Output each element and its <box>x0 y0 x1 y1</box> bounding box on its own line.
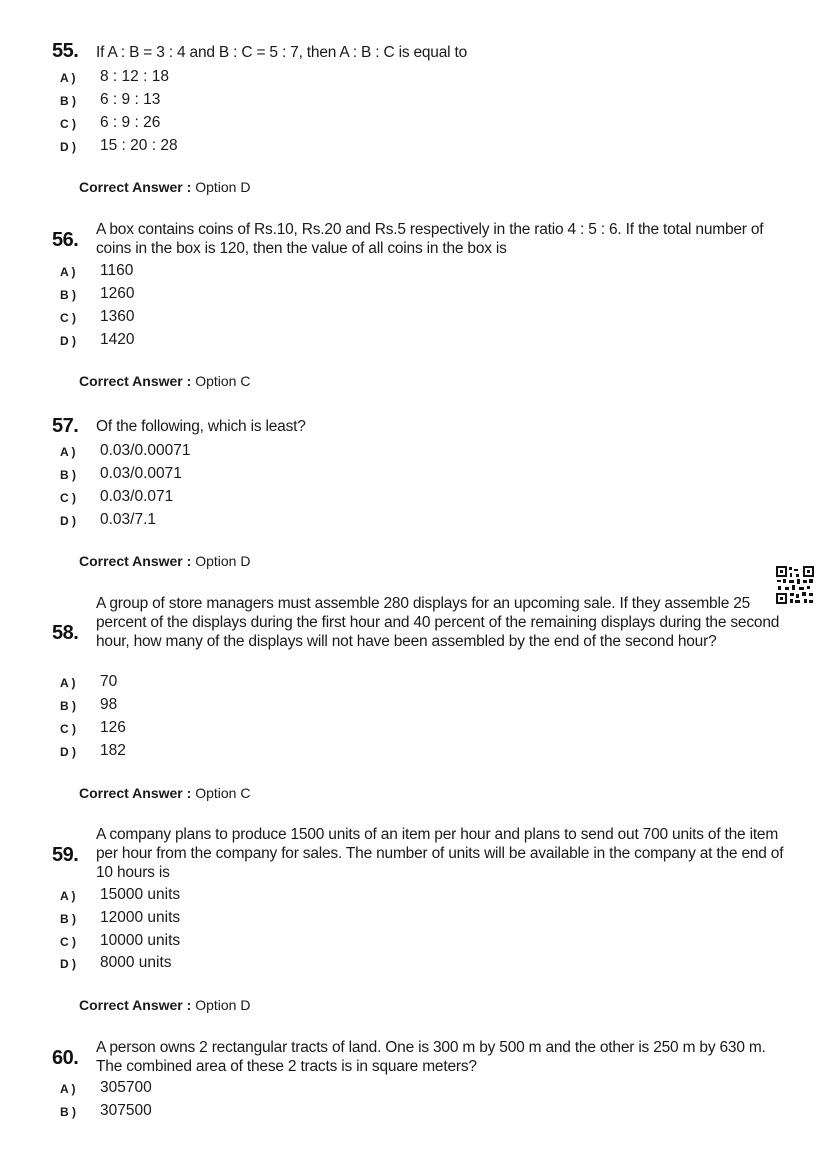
option-text: 15000 units <box>100 886 181 903</box>
option-label: D ) <box>60 514 76 528</box>
question-text: Of the following, which is least? <box>96 418 306 435</box>
option-text: 1420 <box>100 331 135 348</box>
correct-answer <box>79 997 250 1013</box>
option-text: 6 : 9 : 13 <box>100 91 161 108</box>
option-label: C ) <box>60 935 76 949</box>
option-text: 0.03/7.1 <box>100 511 157 528</box>
option-a[interactable] <box>0 886 400 906</box>
option-text: 10000 units <box>100 932 181 949</box>
option-label: B ) <box>60 94 76 108</box>
question-text: A company plans to produce 1500 units of an item per hour and plans to send out 700 units of the item per hour from the company for sales. The number of units will be available in the company at the end of 10 hours is <box>96 826 784 881</box>
option-label: B ) <box>60 468 76 482</box>
option-text: 15 : 20 : 28 <box>100 137 178 154</box>
question-number: 57. <box>52 415 79 437</box>
option-text: 12000 units <box>100 909 181 926</box>
option-text: 0.03/0.00071 <box>100 442 191 459</box>
option-text: 1260 <box>100 285 135 302</box>
option-label: C ) <box>60 722 76 736</box>
question-number: 56. <box>52 229 79 251</box>
option-label: C ) <box>60 491 76 505</box>
option-a[interactable] <box>0 262 400 282</box>
option-c[interactable] <box>0 114 400 134</box>
answer-label: Correct Answer : <box>79 553 192 569</box>
answer-label: Correct Answer : <box>79 179 192 195</box>
option-b[interactable] <box>0 465 400 485</box>
question-number: 55. <box>52 40 79 62</box>
option-label: A ) <box>60 676 76 690</box>
option-b[interactable] <box>0 909 400 929</box>
option-label: D ) <box>60 140 76 154</box>
option-label: D ) <box>60 745 76 759</box>
correct-answer <box>79 553 250 569</box>
option-text: 182 <box>100 742 126 759</box>
option-text: 8000 units <box>100 954 172 971</box>
option-c[interactable] <box>0 308 400 328</box>
option-text: 98 <box>100 696 118 713</box>
option-c[interactable] <box>0 932 400 952</box>
option-label: A ) <box>60 265 76 279</box>
question-number: 58. <box>52 622 79 644</box>
option-label: A ) <box>60 1082 76 1096</box>
option-label: A ) <box>60 445 76 459</box>
answer-value: Option C <box>195 785 251 801</box>
question-number: 60. <box>52 1047 79 1069</box>
option-text: 1160 <box>100 262 134 279</box>
option-b[interactable] <box>0 91 400 111</box>
answer-label: Correct Answer : <box>79 373 192 389</box>
question-text: A box contains coins of Rs.10, Rs.20 and Rs.5 respectively in the ratio 4 : 5 : 6. If the total number of coins in the box is 120, then the value of all coins in the box is <box>96 221 764 257</box>
option-label: C ) <box>60 311 76 325</box>
option-text: 305700 <box>100 1079 152 1096</box>
option-text: 126 <box>100 719 126 736</box>
question-text: If A : B = 3 : 4 and B : C = 5 : 7, then A : B : C is equal to <box>96 44 468 61</box>
option-d[interactable] <box>0 511 400 531</box>
option-b[interactable] <box>0 1102 400 1122</box>
correct-answer <box>79 785 250 801</box>
option-text: 0.03/0.071 <box>100 488 174 505</box>
option-text: 70 <box>100 673 118 690</box>
option-text: 307500 <box>100 1102 152 1119</box>
option-a[interactable] <box>0 442 400 462</box>
option-label: B ) <box>60 1105 76 1119</box>
option-d[interactable] <box>0 331 400 351</box>
option-label: B ) <box>60 288 76 302</box>
answer-label: Correct Answer : <box>79 997 192 1013</box>
option-c[interactable] <box>0 488 400 508</box>
option-label: D ) <box>60 957 76 971</box>
answer-value: Option D <box>195 553 251 569</box>
answer-label: Correct Answer : <box>79 785 192 801</box>
answer-value: Option D <box>195 997 251 1013</box>
correct-answer <box>79 373 250 389</box>
option-text: 8 : 12 : 18 <box>100 68 169 85</box>
question-number: 59. <box>52 844 79 866</box>
option-label: B ) <box>60 912 76 926</box>
correct-answer <box>79 179 250 195</box>
option-c[interactable] <box>0 719 400 739</box>
option-label: B ) <box>60 699 76 713</box>
option-d[interactable] <box>0 137 400 157</box>
option-a[interactable] <box>0 1079 400 1099</box>
option-d[interactable] <box>0 954 400 974</box>
answer-value: Option C <box>195 373 251 389</box>
answer-value: Option D <box>195 179 251 195</box>
option-text: 1360 <box>100 308 135 325</box>
option-label: C ) <box>60 117 76 131</box>
option-b[interactable] <box>0 696 400 716</box>
option-label: A ) <box>60 889 76 903</box>
option-d[interactable] <box>0 742 400 762</box>
option-b[interactable] <box>0 285 400 305</box>
option-label: D ) <box>60 334 76 348</box>
option-a[interactable] <box>0 68 400 88</box>
question-text: A group of store managers must assemble 280 displays for an upcoming sale. If they assemble 25 percent of the displays during the first hour and 40 percent of the remaining displays during the second hour, how many of the displays will not have been assembled by the end of the second hour? <box>96 595 780 650</box>
option-text: 6 : 9 : 26 <box>100 114 161 131</box>
option-a[interactable] <box>0 673 400 693</box>
option-label: A ) <box>60 71 76 85</box>
question-text: A person owns 2 rectangular tracts of land. One is 300 m by 500 m and the other is 250 m by 630 m. The combined area of these 2 tracts is in square meters? <box>96 1039 766 1075</box>
option-text: 0.03/0.0071 <box>100 465 182 482</box>
